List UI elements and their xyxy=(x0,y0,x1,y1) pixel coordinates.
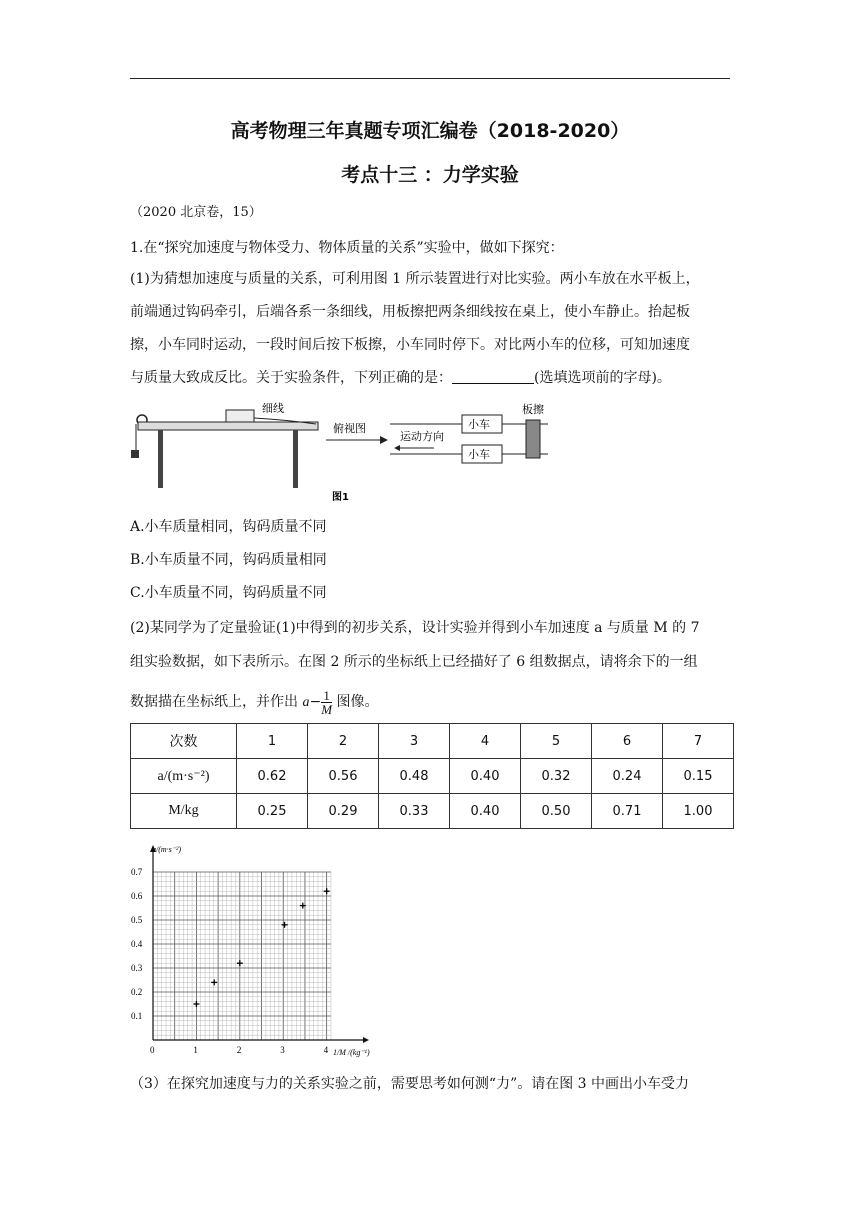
question-intro: 1.在“探究加速度与物体受力、物体质量的关系”实验中，做如下探究： xyxy=(130,240,564,256)
y-tick-label: 0.3 xyxy=(131,963,143,973)
fraction-one-over-m: $\frac{1}{M}$ xyxy=(321,687,333,717)
part1-text: 与质量大致成反比。关于实验条件，下列正确的是： xyxy=(130,370,452,386)
page-subtitle: 考点十三 ：力学实验 xyxy=(341,164,519,186)
table-cell: 0.48 xyxy=(379,759,450,794)
table-cell: 0.56 xyxy=(308,759,379,794)
part1-tail: (选填选项前的字母)。 xyxy=(534,370,671,386)
table-cell: 0.40 xyxy=(450,794,521,829)
part2-line: 数据描在坐标纸上，并作出 a− $\frac{1}{M}$ 图像。 xyxy=(130,687,379,717)
hook-weight xyxy=(131,450,139,458)
header-rule xyxy=(130,78,730,79)
data-table xyxy=(130,723,734,829)
part1-line xyxy=(130,369,735,387)
table-cell: 0.32 xyxy=(521,759,592,794)
y-tick-label: 0.6 xyxy=(131,891,143,901)
cart-side xyxy=(226,410,254,422)
table-cell: 4 xyxy=(450,724,521,759)
table-cell: 1 xyxy=(237,724,308,759)
table-cell: M/kg xyxy=(131,794,237,829)
y-tick-label: 0.5 xyxy=(131,915,143,925)
x-tick-label: 4 xyxy=(323,1045,329,1055)
tabletop xyxy=(138,422,318,430)
x-tick-label: 3 xyxy=(280,1045,285,1055)
table-cell: 0.40 xyxy=(450,759,521,794)
y-tick-label: 0.2 xyxy=(131,987,143,997)
part2-tail: 图像。 xyxy=(336,694,379,710)
part1-line: (1)为猜想加速度与质量的关系，可利用图 1 所示装置进行对比实验。两小车放在水平板上， xyxy=(130,271,700,287)
table-cell: 0.33 xyxy=(379,794,450,829)
data-point xyxy=(237,960,243,966)
label-thread: 细线 xyxy=(262,402,284,415)
data-point xyxy=(324,888,330,894)
part2-line: (2)某同学为了定量验证(1)中得到的初步关系，设计实验并得到小车加速度 a 与质量 M 的 7 xyxy=(130,620,700,636)
table-row xyxy=(131,724,734,759)
table-row xyxy=(131,759,734,794)
y-tick-label: 0.4 xyxy=(131,939,143,949)
table-cell: a/(m·s⁻²) xyxy=(131,759,237,794)
part3-line: （3）在探究加速度与力的关系实验之前，需要思考如何测“力”。请在图 3 中画出小车受力 xyxy=(130,1076,690,1092)
label-cart: 小车 xyxy=(468,448,490,461)
data-point xyxy=(282,922,288,928)
table-leg xyxy=(293,430,298,488)
figure-1 xyxy=(128,398,568,506)
table-cell: 0.71 xyxy=(592,794,663,829)
page-title: 高考物理三年真题专项汇编卷（2018-2020） xyxy=(230,120,630,142)
table-cell: 次数 xyxy=(131,724,237,759)
figure-2-graph xyxy=(128,842,373,1060)
table-cell: 0.29 xyxy=(308,794,379,829)
table-cell: 1.00 xyxy=(663,794,734,829)
part1-line: 前端通过钩码牵引，后端各系一条细线，用板擦把两条细线按在桌上，使小车静止。抬起板 xyxy=(130,304,690,320)
table-cell: 0.24 xyxy=(592,759,663,794)
x-tick-label: 1 xyxy=(193,1045,198,1055)
part1-line: 擦，小车同时运动，一段时间后按下板擦，小车同时停下。对比两小车的位移，可知加速度 xyxy=(130,337,690,353)
option-b: B.小车质量不同，钩码质量相同 xyxy=(130,552,327,568)
data-point xyxy=(193,1001,199,1007)
table-cell: 7 xyxy=(663,724,734,759)
label-cart: 小车 xyxy=(468,418,490,431)
part2-line: 组实验数据，如下表所示。在图 2 所示的坐标纸上已经描好了 6 组数据点，请将余下的一组 xyxy=(130,654,698,670)
table-cell: 5 xyxy=(521,724,592,759)
label-direction: 运动方向 xyxy=(400,430,444,443)
option-c: C.小车质量不同，钩码质量不同 xyxy=(130,585,327,601)
table-row xyxy=(131,794,734,829)
option-a: A.小车质量相同，钩码质量不同 xyxy=(130,519,327,535)
x-tick-label: 2 xyxy=(236,1045,242,1055)
y-tick-label: 0.1 xyxy=(131,1011,143,1021)
data-point xyxy=(211,979,217,985)
x-tick-label: 0 xyxy=(150,1045,155,1055)
label-view: 俯视图 xyxy=(333,422,366,435)
x-axis-arrow xyxy=(363,1037,369,1043)
symbol-a: a xyxy=(302,695,310,710)
x-axis-label: 1/M /(kg⁻¹) xyxy=(333,1048,370,1057)
y-axis-label: a/(m·s⁻²) xyxy=(152,845,182,854)
table-cell: 0.15 xyxy=(663,759,734,794)
part2-text: 数据描在坐标纸上，并作出 xyxy=(130,694,298,710)
table-cell: 2 xyxy=(308,724,379,759)
eraser xyxy=(526,420,540,458)
table-cell: 3 xyxy=(379,724,450,759)
label-eraser: 板擦 xyxy=(522,403,544,416)
table-cell: 6 xyxy=(592,724,663,759)
question-source: （2020 北京卷，15） xyxy=(130,205,262,220)
table-cell: 0.25 xyxy=(237,794,308,829)
figure-1-caption: 图1 xyxy=(332,492,349,503)
y-tick-label: 0.7 xyxy=(131,867,143,877)
table-cell: 0.50 xyxy=(521,794,592,829)
table-leg xyxy=(158,430,163,488)
table-cell: 0.62 xyxy=(237,759,308,794)
answer-blank xyxy=(452,369,534,384)
